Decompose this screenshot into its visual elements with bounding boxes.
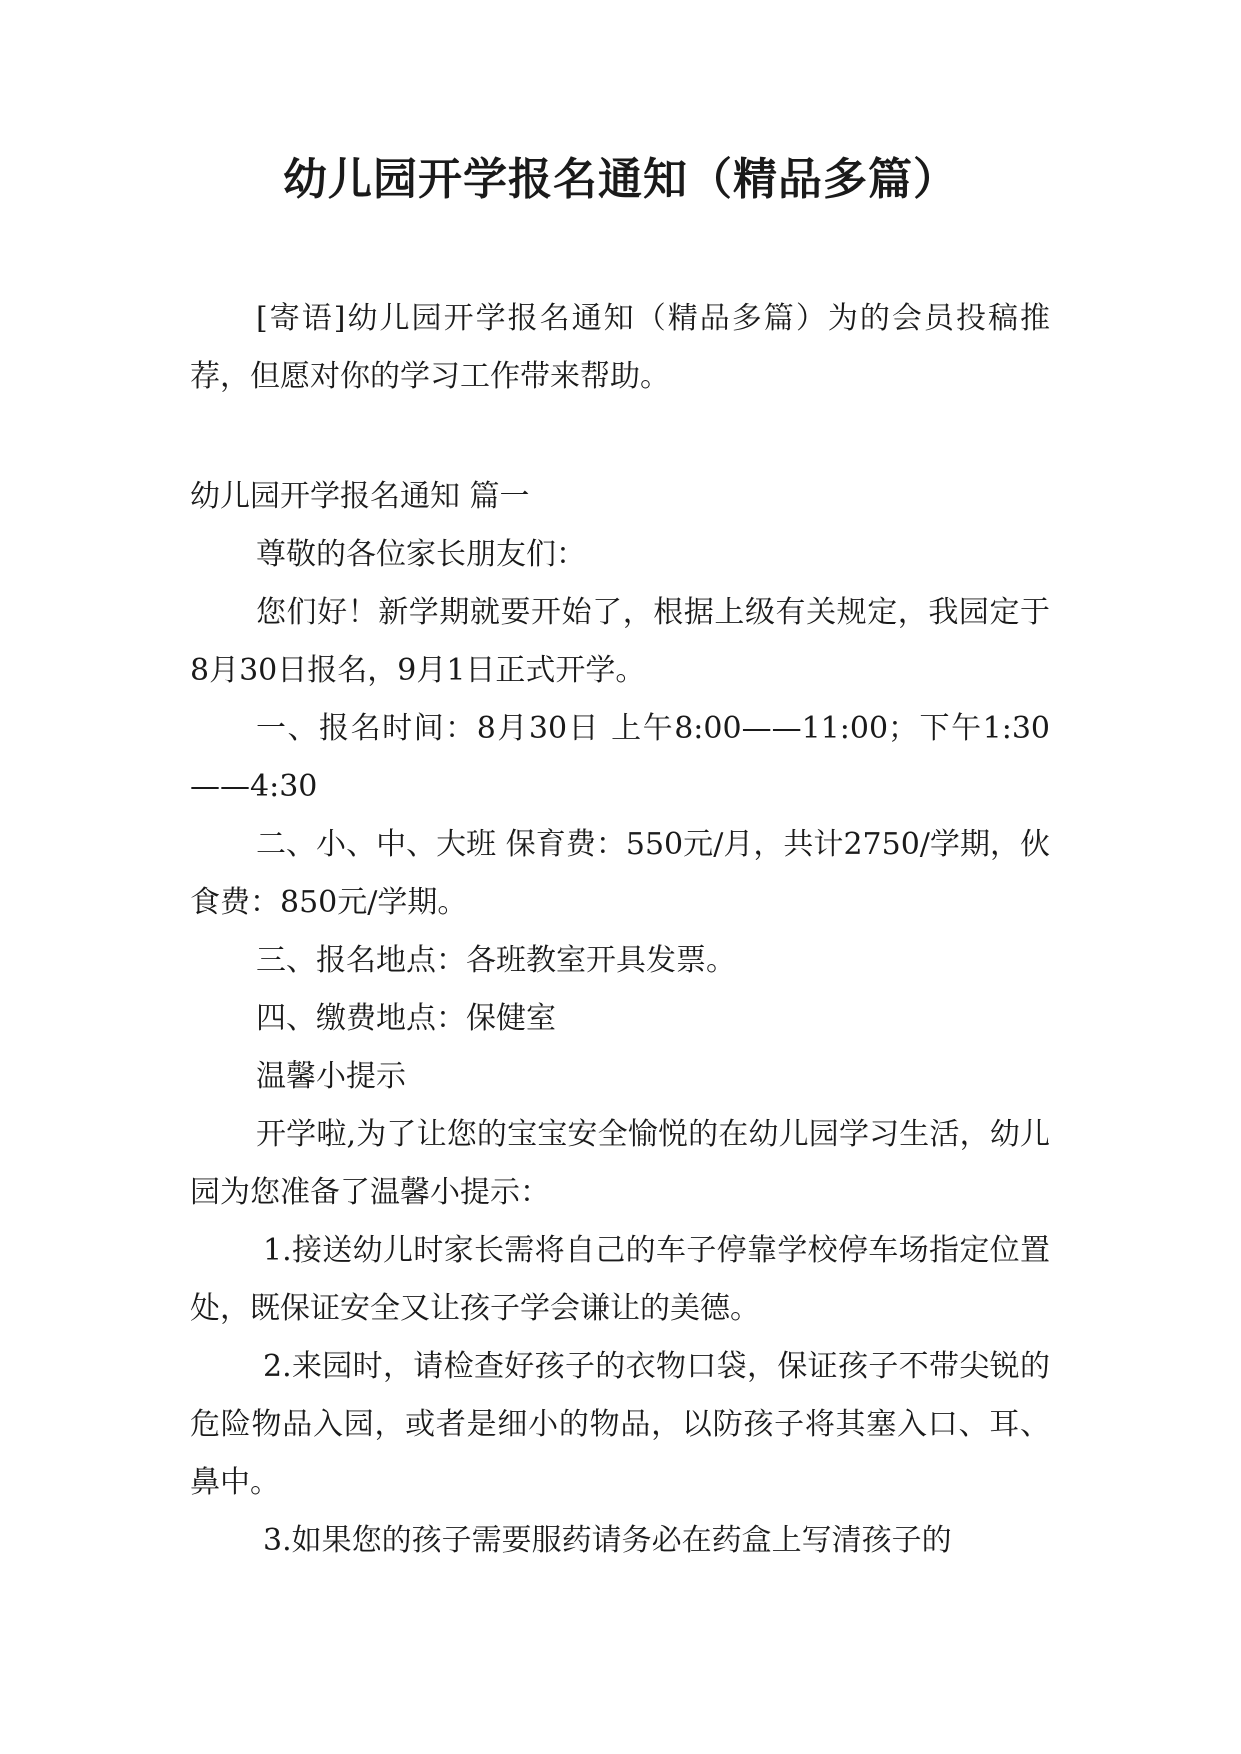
intro-paragraph: [寄语]幼儿园开学报名通知（精品多篇）为的会员投稿推荐，但愿对你的学习工作带来帮助。 bbox=[190, 301, 1050, 394]
paragraph-tips-heading: 温馨小提示 bbox=[256, 1059, 406, 1094]
paragraph-fees: 二、小、中、大班 保育费：550元/月，共计2750/学期，伙食费：850元/学期。 bbox=[190, 827, 1050, 920]
document-title: 幼儿园开学报名通知（精品多篇） bbox=[283, 154, 958, 205]
paragraph-tips-intro: 开学啦,为了让您的宝宝安全愉悦的在幼儿园学习生活，幼儿园为您准备了温馨小提示： bbox=[190, 1117, 1050, 1210]
paragraph-greeting: 尊敬的各位家长朋友们： bbox=[256, 537, 586, 572]
section-heading: 幼儿园开学报名通知 篇一 bbox=[190, 479, 530, 514]
paragraph-registration-place: 三、报名地点：各班教室开具发票。 bbox=[256, 943, 736, 978]
paragraph-registration-time: 一、报名时间：8月30日 上午8:00——11:00；下午1:30——4:30 bbox=[190, 711, 1050, 804]
paragraph-announcement: 您们好！新学期就要开始了，根据上级有关规定，我园定于8月30日报名，9月1日正式开学。 bbox=[190, 595, 1050, 688]
tip-item: 2.来园时，请检查好孩子的衣物口袋，保证孩子不带尖锐的危险物品入园，或者是细小的物品，以防孩子将其塞入口、耳、鼻中。 bbox=[190, 1349, 1050, 1500]
tip-item: 1.接送幼儿时家长需将自己的车子停靠学校停车场指定位置处，既保证安全又让孩子学会谦让的美德。 bbox=[190, 1233, 1050, 1326]
document-body bbox=[190, 290, 1050, 1570]
paragraph-payment-place: 四、缴费地点：保健室 bbox=[256, 1001, 556, 1036]
section-spacer bbox=[190, 406, 1050, 468]
tip-item: 3.如果您的孩子需要服药请务必在药盒上写清孩子的 bbox=[263, 1523, 952, 1558]
